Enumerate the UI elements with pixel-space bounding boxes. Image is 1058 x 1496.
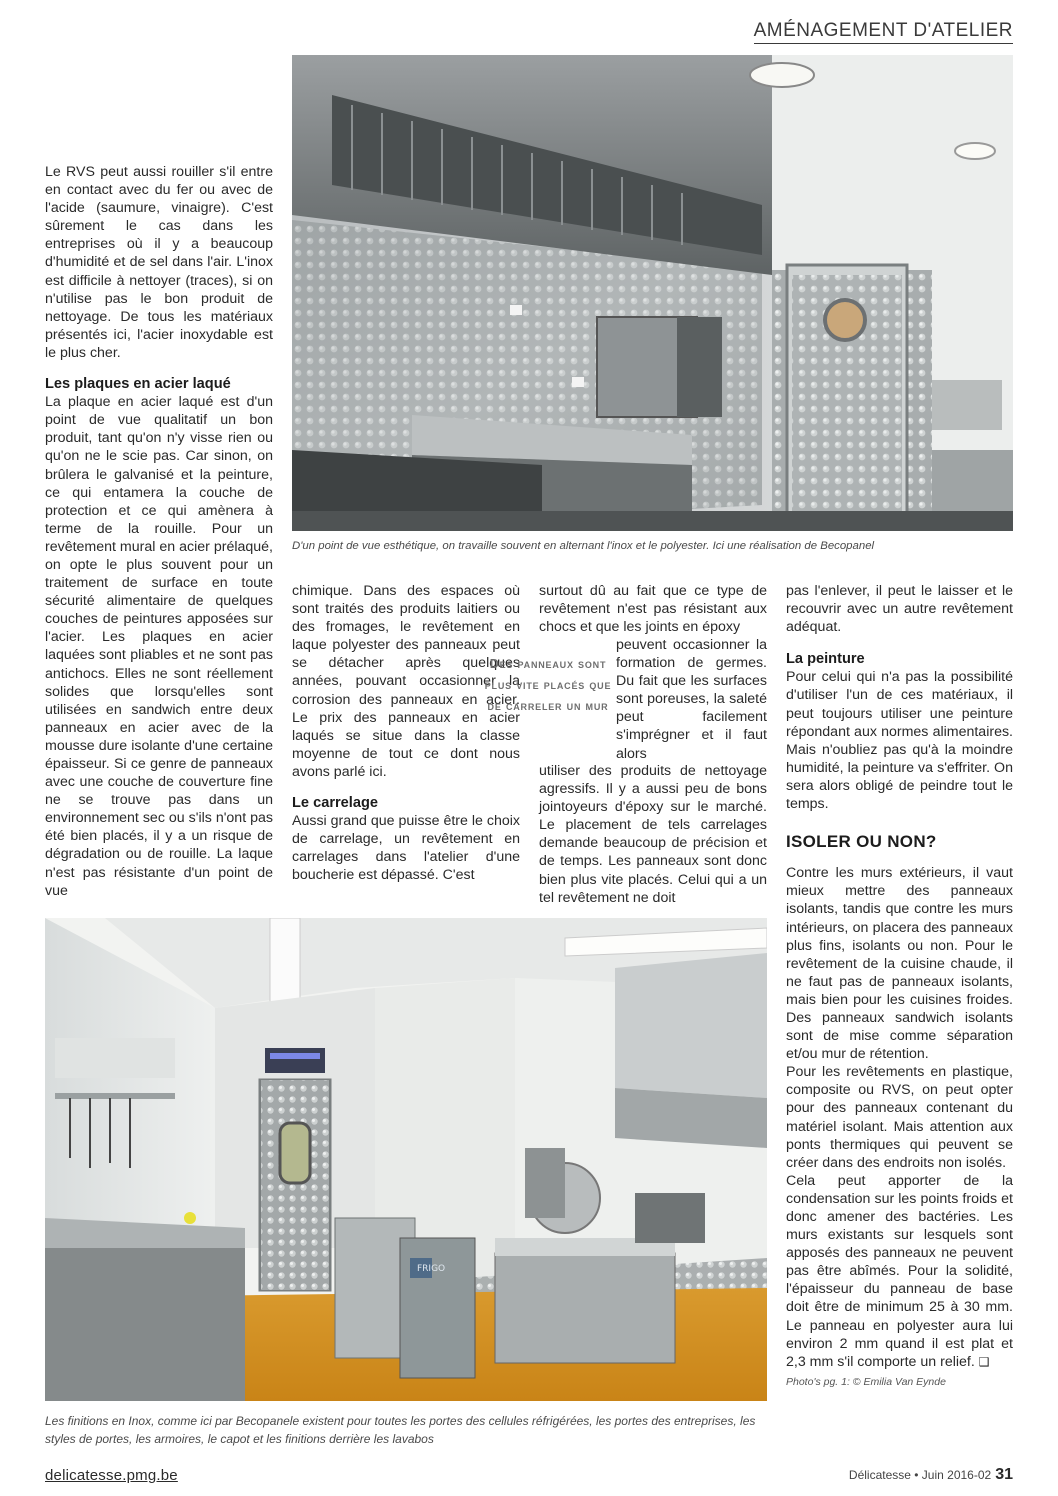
paragraph: surtout dû au fait que ce type de revêtement n'est pas résistant aux chocs et que les joints en époxy xyxy=(539,583,767,636)
paragraph: Aussi grand que puisse être le choix de carrelage, un revêtement en carrelages dans l'atelier d'une boucherie est dépassé. C'est xyxy=(292,813,520,884)
footer-issue-label: Délicatesse • Juin 2016-02 xyxy=(848,1468,992,1482)
column-2 xyxy=(292,582,520,885)
column-3 xyxy=(539,582,767,636)
kitchen-photo-illustration xyxy=(292,55,1013,531)
paragraph xyxy=(786,1172,1013,1371)
column-1 xyxy=(45,163,273,900)
paragraph: Pour les revêtements en plastique, composite ou RVS, on peut opter pour des panneaux contenant du matériel isolant. Mais attention aux ponts thermiques qui peuvent se créer dans des endroits non isolés. xyxy=(786,1064,1013,1171)
photo-credit: Photo's pg. 1: © Emilia Van Eynde xyxy=(786,1375,946,1388)
heading-insulate-or-not: ISOLER OU NON? xyxy=(786,832,937,852)
paragraph-text: Cela peut apporter de la condensation sur les points froids et donc amener des bactéries. Les murs existants sur lesquels sont apposés des panneaux ne peuvent pas être abîmés. Pour la solidité, l'épaisseur du panneau de base doit être de minimum 25 à 30 mm. Le panneau en polyester aura lui environ 2 mm quand il est plat et 2,3 mm s'il comporte un relief. xyxy=(786,1172,1013,1370)
end-mark-icon: ❑ xyxy=(978,1354,990,1369)
paragraph: chimique. Dans des espaces où sont traités des produits laitiers ou des fromages, le revêtement en laque polyester des panneaux peut se détacher après quelques années, pouvant occasionner la corrosion des panneaux en acier. Le prix des panneaux en acier laqués se situe dans la classe moyenne de tout ce dont nous avons parlé ici. xyxy=(292,583,520,780)
photo-kitchen-stainless-walls xyxy=(292,55,1013,531)
pull-quote: Des panneaux sont plus vite placés que de carreler un mur xyxy=(484,657,612,713)
photo-2-caption: Les finitions en Inox, comme ici par Becopanele existent pour toutes les portes des cellules réfrigérées, les portes des entreprises, les styles de portes, les armoires, le capot et les finitions derrière les lavabos xyxy=(45,1414,756,1446)
photo-1-caption: D'un point de vue esthétique, on travaille souvent en alternant l'inox et le polyester. Ici une réalisation de Becopanel xyxy=(292,540,875,552)
subheading-tiles: Le carrelage xyxy=(292,795,378,812)
subheading-lacquered-steel: Les plaques en acier laqué xyxy=(45,376,231,393)
paragraph: La plaque en acier laqué est d'un point de vue qualitatif un bon produit, tant qu'on n'y visse rien ou qu'on ne le scie pas. Car sinon, on brûlera le galvanisé et la peinture, ce qui entamera la couche de protection et ce qui amènera à terme de la rouille. Pour un revêtement mural en acier prélaqué, on opte le plus souvent pour un traitement de surface en toute sécurité alimentaire de quelques couches de peintures apposées sur l'acier. Les plaques en acier laquées sont pliables et ne sont pas antichocs. Elles ne sont réellement solides que lorsqu'elles sont utilisées en sandwich entre deux panneaux en acier avec de la mousse dure isolante d'une certaine épaisseur. Si ce genre de panneaux avec une couche de couverture fine ne se trouve pas dans un environnement sec ou s'ils n'ont pas été bien placés, il y a un risque de dégradation ou de rouille. La laque n'est pas résistante d'un point de vue xyxy=(45,394,273,899)
machine-label: FRIGO xyxy=(417,1264,446,1274)
column-4 xyxy=(786,582,1013,1391)
paragraph: utiliser des produits de nettoyage agressifs. Il y a aussi peu de bons jointoyeurs d'époxy sur le marché. Le placement de tels carrelages demande beaucoup de précision et de temps. Les panneaux sont donc bien plus vite placés. Celui qui a un tel revêtement ne doit xyxy=(539,763,767,906)
photo-stainless-finishes xyxy=(45,918,767,1401)
footer-issue xyxy=(849,1466,1013,1484)
paragraph: Le RVS peut aussi rouiller s'il entre en contact avec du fer ou avec de l'acide (saumure, vinaigre). C'est sûrement le cas dans les entreprises où il y a beaucoup d'humidité et de sel dans l'air. L'inox est difficile à nettoyer (traces), si on n'utilise pas le bon produit de nettoyage. De tous les matériaux présentés ici, l'acier inoxydable est le plus cher. xyxy=(45,164,273,361)
paragraph: peuvent occasionner la formation de germes. Du fait que les surfaces sont poreuses, la saleté peut facilement s'imprégner et il faut alors xyxy=(616,637,767,762)
stainless-finishes-photo-illustration xyxy=(45,918,767,1401)
section-header: AMÉNAGEMENT D'ATELIER xyxy=(754,20,1013,44)
paragraph: Contre les murs extérieurs, il vaut mieux mettre des panneaux isolants, tandis que contre les murs intérieurs, on placera des panneaux plus fins, isolants ou non. Pour le revêtement de la cuisine chaude, il ne faut pas de panneaux isolants, mais bien pour les cuisines froides. Des panneaux sandwich isolants sont de mise comme séparation et/ou mur de rétention. xyxy=(786,865,1013,1063)
paragraph: Pour celui qui n'a pas la possibilité d'utiliser l'un de ces matériaux, il peut toujours utiliser une peinture répondant aux normes alimentaires. Mais n'oubliez pas qu'à la moindre humidité, la peinture va s'effriter. On sera alors obligé de peindre tout le temps. xyxy=(786,669,1013,813)
column-3-bottom xyxy=(539,762,767,907)
paragraph: pas l'enlever, il peut le laisser et le recouvrir avec un autre revêtement adéquat. xyxy=(786,583,1013,636)
footer-website[interactable]: delicatesse.pmg.be xyxy=(45,1467,178,1484)
page-number: 31 xyxy=(995,1466,1013,1483)
column-3-wrap-right xyxy=(616,636,767,763)
subheading-paint: La peinture xyxy=(786,651,865,668)
